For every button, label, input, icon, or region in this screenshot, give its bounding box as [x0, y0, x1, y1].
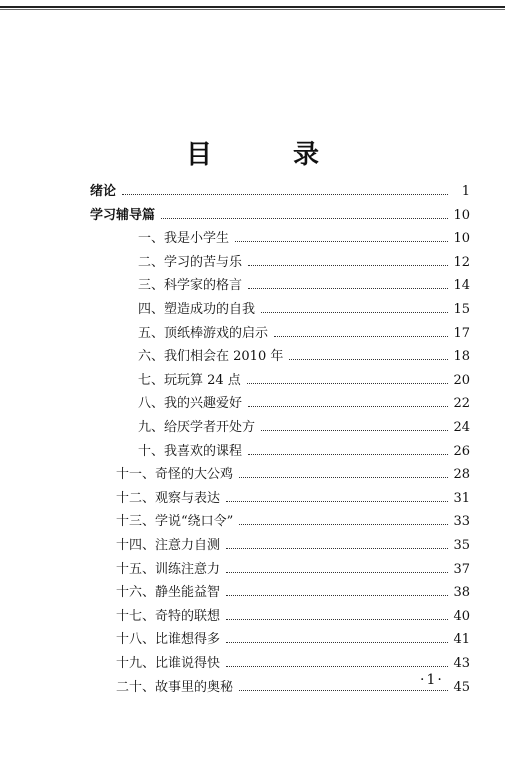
toc-entry-title: 十一、奇怪的大公鸡 — [116, 467, 234, 482]
toc-entry-page: 43 — [453, 656, 470, 671]
toc-entry-title: 十、我喜欢的课程 — [138, 444, 243, 459]
toc-entry — [138, 373, 470, 389]
toc-entry-page: 35 — [453, 538, 470, 553]
dot-leader — [239, 476, 448, 478]
toc-entry-title: 十七、奇特的联想 — [116, 609, 221, 624]
toc-entry-page: 41 — [453, 632, 470, 647]
dot-leader — [239, 523, 448, 525]
toc-entry — [138, 396, 470, 412]
toc-entry — [90, 208, 470, 224]
toc-entry — [138, 231, 470, 247]
dot-leader — [248, 405, 448, 407]
toc-entry-page: 31 — [453, 491, 470, 506]
toc-entry — [138, 278, 470, 294]
dot-leader — [239, 689, 448, 691]
toc-entry-title: 学习辅导篇 — [90, 208, 156, 223]
dot-leader — [161, 217, 448, 219]
toc-entry-page: 38 — [453, 585, 470, 600]
toc-entry-page: 12 — [453, 255, 470, 270]
dot-leader — [226, 641, 448, 643]
toc-entry-title: 十六、静坐能益智 — [116, 585, 221, 600]
dot-leader — [274, 335, 448, 337]
toc-entry-page: 26 — [453, 444, 470, 459]
toc-entry-title: 十五、训练注意力 — [116, 562, 221, 577]
toc-entry — [116, 538, 470, 554]
toc-entry-page: 28 — [453, 467, 470, 482]
dot-leader — [226, 618, 448, 620]
toc-entry-page: 15 — [453, 302, 470, 317]
toc-entry — [138, 349, 470, 365]
toc-entry-title: 十九、比谁说得快 — [116, 656, 221, 671]
toc-entry-title: 一、我是小学生 — [138, 231, 230, 246]
toc-entry — [116, 656, 470, 672]
toc-entry-title: 五、顶纸棒游戏的启示 — [138, 326, 269, 341]
dot-leader — [226, 500, 448, 502]
toc-entry-page: 33 — [453, 514, 470, 529]
toc-entry-title: 绪论 — [90, 184, 117, 199]
dot-leader — [235, 240, 448, 242]
toc-entry — [116, 609, 470, 625]
toc-entry-page: 10 — [453, 231, 470, 246]
toc-entry-page: 14 — [453, 278, 470, 293]
toc-entry — [116, 632, 470, 648]
toc-entry-page: 24 — [453, 420, 470, 435]
page-number: ·1· — [420, 672, 444, 688]
dot-leader — [226, 594, 448, 596]
toc-entry — [138, 326, 470, 342]
toc-entry-page: 1 — [461, 184, 470, 199]
toc-entry — [116, 585, 470, 601]
toc-entry-page: 40 — [453, 609, 470, 624]
toc-entry-page: 10 — [453, 208, 470, 223]
toc-entry-title: 二、学习的苦与乐 — [138, 255, 243, 270]
toc-entry-title: 六、我们相会在 2010 年 — [138, 349, 284, 364]
toc-entry — [116, 514, 470, 530]
dot-leader — [248, 264, 448, 266]
toc-entry-title: 十二、观察与表达 — [116, 491, 221, 506]
toc-entry — [90, 184, 470, 200]
toc-entry — [116, 562, 470, 578]
toc-entry-title: 九、给厌学者开处方 — [138, 420, 256, 435]
dot-leader — [247, 382, 448, 384]
toc-entry-page: 37 — [453, 562, 470, 577]
toc-entry — [116, 467, 470, 483]
toc-entry — [138, 420, 470, 436]
dot-leader — [122, 193, 448, 195]
toc-entry-title: 二十、故事里的奥秘 — [116, 680, 234, 695]
dot-leader — [226, 547, 448, 549]
toc-entry — [116, 491, 470, 507]
toc-entry — [138, 302, 470, 318]
toc-entry-title: 十八、比谁想得多 — [116, 632, 221, 647]
page-title: 目 录 — [185, 140, 356, 170]
toc-entry — [116, 680, 470, 696]
dot-leader — [248, 287, 448, 289]
dot-leader — [226, 571, 448, 573]
toc-entry-title: 七、玩玩算 24 点 — [138, 373, 241, 388]
toc-entry-page: 20 — [453, 373, 470, 388]
dot-leader — [226, 665, 448, 667]
dot-leader — [261, 311, 448, 313]
toc-entry-title: 三、科学家的格言 — [138, 278, 243, 293]
toc-entry-page: 45 — [453, 680, 470, 695]
toc-entry — [138, 444, 470, 460]
toc-entry-title: 十四、注意力自测 — [116, 538, 221, 553]
toc-entry — [138, 255, 470, 271]
toc-entry-page: 18 — [453, 349, 470, 364]
toc-entry-page: 22 — [453, 396, 470, 411]
dot-leader — [289, 358, 448, 360]
toc-entry-title: 八、我的兴趣爱好 — [138, 396, 243, 411]
toc-entry-title: 四、塑造成功的自我 — [138, 302, 256, 317]
toc-entry-title: 十三、学说“绕口令” — [116, 514, 234, 529]
dot-leader — [261, 429, 448, 431]
dot-leader — [248, 453, 448, 455]
toc-entry-page: 17 — [453, 326, 470, 341]
